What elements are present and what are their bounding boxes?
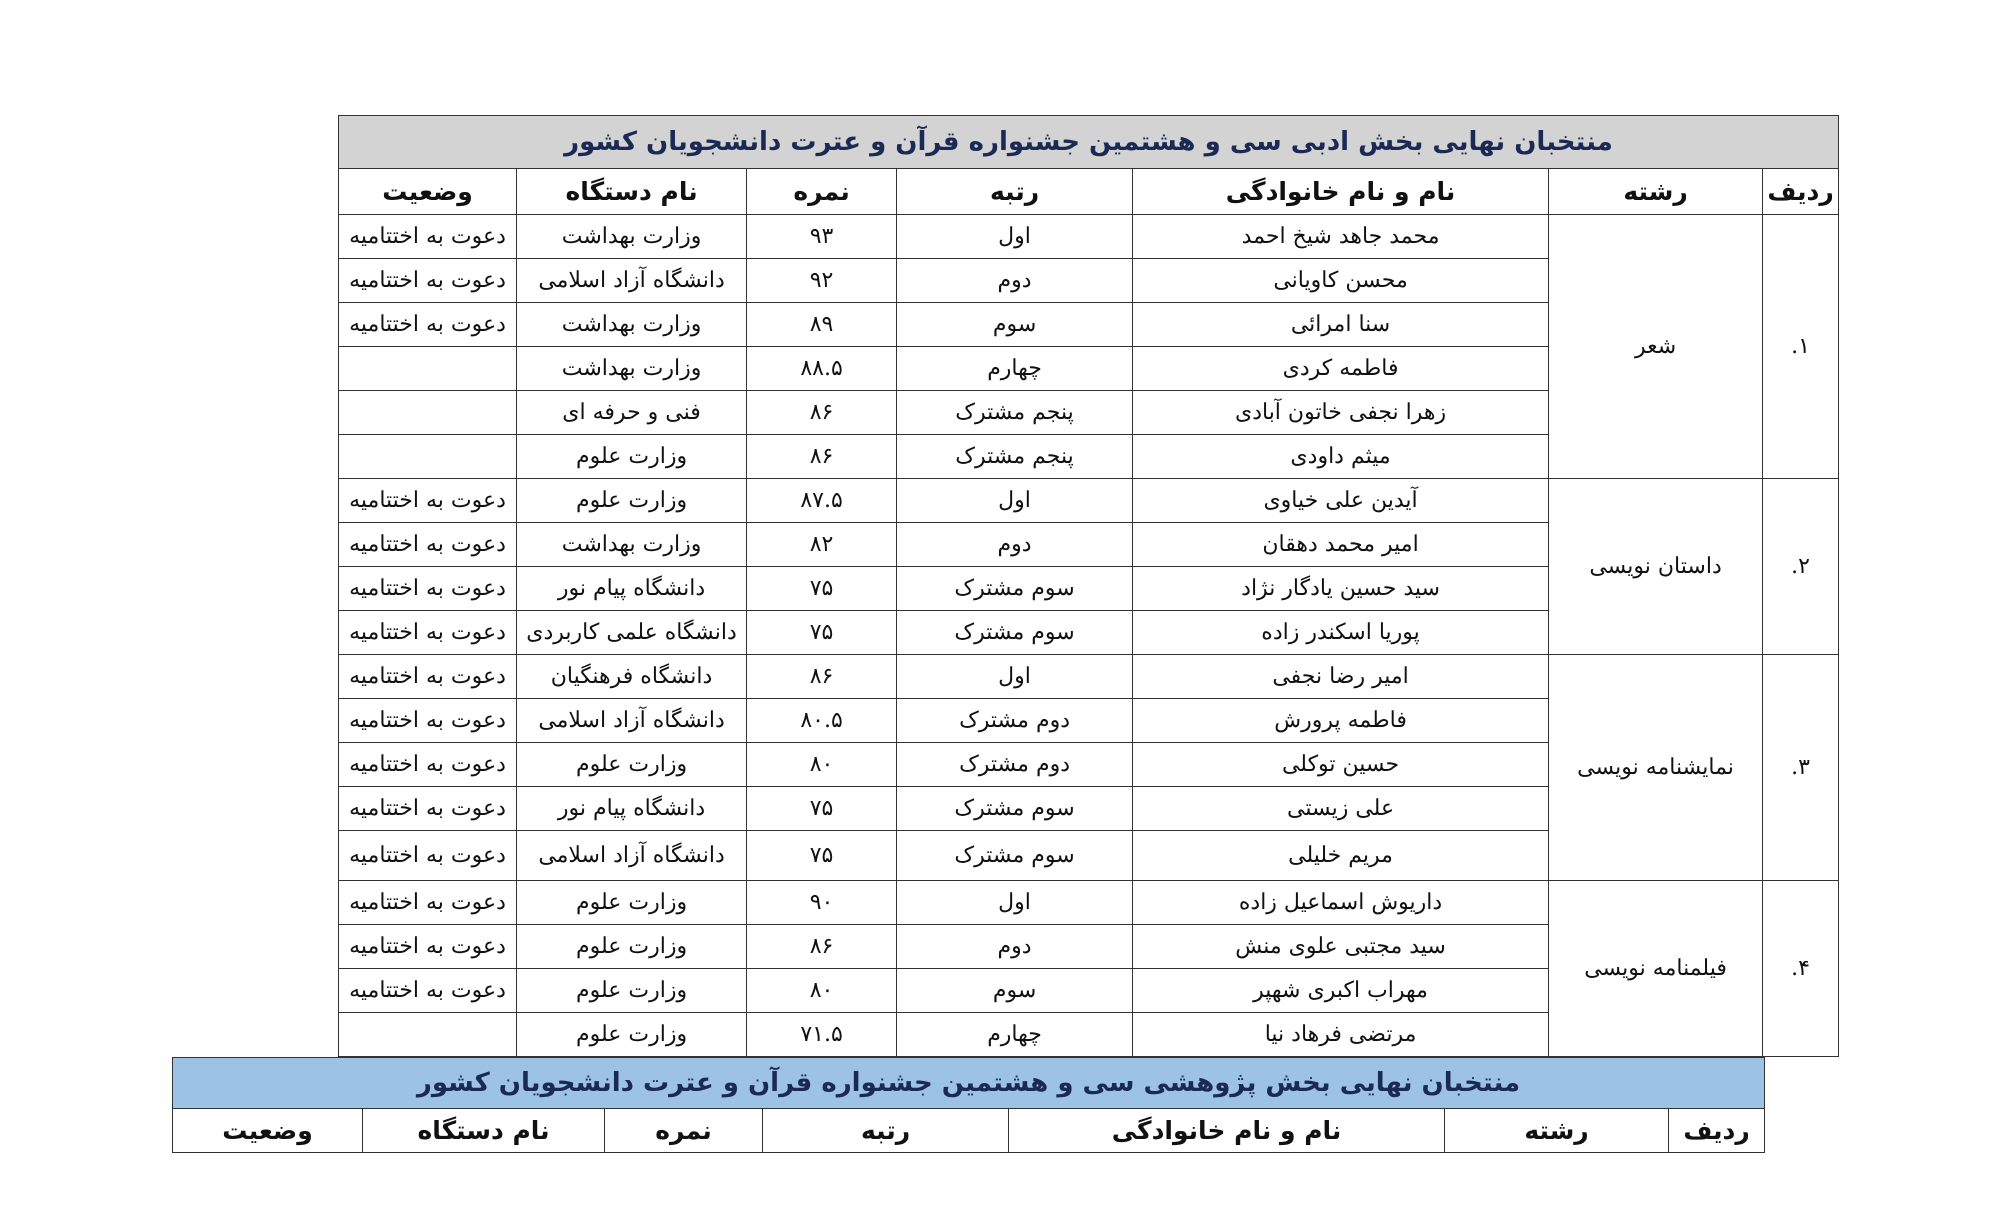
org-cell: وزارت علوم bbox=[517, 479, 747, 523]
score-cell: ۸۰.۵ bbox=[747, 699, 897, 743]
status-cell: دعوت به اختتامیه bbox=[339, 699, 517, 743]
header-name: نام و نام خانوادگی bbox=[1009, 1109, 1445, 1153]
literary-table-body bbox=[339, 215, 1839, 1057]
status-cell: دعوت به اختتامیه bbox=[339, 925, 517, 969]
header-status: وضعیت bbox=[339, 169, 517, 215]
header-row-no: ردیف bbox=[1763, 169, 1839, 215]
header-name: نام و نام خانوادگی bbox=[1133, 169, 1549, 215]
score-cell: ۸۶ bbox=[747, 655, 897, 699]
status-cell: دعوت به اختتامیه bbox=[339, 215, 517, 259]
org-cell: دانشگاه آزاد اسلامی bbox=[517, 259, 747, 303]
field-cell: داستان نویسی bbox=[1549, 479, 1763, 655]
score-cell: ۸۲ bbox=[747, 523, 897, 567]
status-cell bbox=[339, 347, 517, 391]
header-field: رشته bbox=[1445, 1109, 1669, 1153]
status-cell bbox=[339, 435, 517, 479]
status-cell: دعوت به اختتامیه bbox=[339, 787, 517, 831]
score-cell: ۷۱.۵ bbox=[747, 1013, 897, 1057]
org-cell: وزارت علوم bbox=[517, 881, 747, 925]
org-cell: وزارت علوم bbox=[517, 1013, 747, 1057]
org-cell: وزارت بهداشت bbox=[517, 347, 747, 391]
header-score: نمره bbox=[747, 169, 897, 215]
rank-cell: سوم مشترک bbox=[897, 831, 1133, 881]
org-cell: وزارت علوم bbox=[517, 969, 747, 1013]
score-cell: ۸۶ bbox=[747, 435, 897, 479]
score-cell: ۹۰ bbox=[747, 881, 897, 925]
org-cell: دانشگاه آزاد اسلامی bbox=[517, 831, 747, 881]
rank-cell: سوم مشترک bbox=[897, 787, 1133, 831]
header-score: نمره bbox=[605, 1109, 763, 1153]
research-header-row bbox=[173, 1109, 1765, 1153]
header-org: نام دستگاه bbox=[517, 169, 747, 215]
name-cell: علی زیستی bbox=[1133, 787, 1549, 831]
field-cell: نمایشنامه نویسی bbox=[1549, 655, 1763, 881]
status-cell: دعوت به اختتامیه bbox=[339, 831, 517, 881]
org-cell: فنی و حرفه ای bbox=[517, 391, 747, 435]
rank-cell: اول bbox=[897, 215, 1133, 259]
name-cell: سنا امرائی bbox=[1133, 303, 1549, 347]
header-field: رشته bbox=[1549, 169, 1763, 215]
row-number-cell: ۴. bbox=[1763, 881, 1839, 1057]
status-cell bbox=[339, 1013, 517, 1057]
score-cell: ۸۹ bbox=[747, 303, 897, 347]
name-cell: پوریا اسکندر زاده bbox=[1133, 611, 1549, 655]
org-cell: وزارت بهداشت bbox=[517, 215, 747, 259]
table-row bbox=[339, 215, 1839, 259]
rank-cell: دوم bbox=[897, 925, 1133, 969]
name-cell: سید حسین یادگار نژاد bbox=[1133, 567, 1549, 611]
org-cell: وزارت علوم bbox=[517, 743, 747, 787]
rank-cell: اول bbox=[897, 655, 1133, 699]
score-cell: ۹۲ bbox=[747, 259, 897, 303]
score-cell: ۸۷.۵ bbox=[747, 479, 897, 523]
name-cell: حسین توکلی bbox=[1133, 743, 1549, 787]
status-cell: دعوت به اختتامیه bbox=[339, 479, 517, 523]
score-cell: ۷۵ bbox=[747, 787, 897, 831]
status-cell: دعوت به اختتامیه bbox=[339, 969, 517, 1013]
name-cell: زهرا نجفی خاتون آبادی bbox=[1133, 391, 1549, 435]
rank-cell: سوم bbox=[897, 303, 1133, 347]
score-cell: ۸۶ bbox=[747, 391, 897, 435]
org-cell: دانشگاه پیام نور bbox=[517, 787, 747, 831]
status-cell: دعوت به اختتامیه bbox=[339, 567, 517, 611]
literary-header-row bbox=[339, 169, 1839, 215]
field-cell: فیلمنامه نویسی bbox=[1549, 881, 1763, 1057]
rank-cell: سوم مشترک bbox=[897, 567, 1133, 611]
research-section-table bbox=[172, 1057, 1765, 1153]
name-cell: محمد جاهد شیخ احمد bbox=[1133, 215, 1549, 259]
row-number-cell: ۳. bbox=[1763, 655, 1839, 881]
status-cell: دعوت به اختتامیه bbox=[339, 743, 517, 787]
rank-cell: دوم bbox=[897, 523, 1133, 567]
name-cell: محسن کاویانی bbox=[1133, 259, 1549, 303]
score-cell: ۸۶ bbox=[747, 925, 897, 969]
org-cell: وزارت بهداشت bbox=[517, 523, 747, 567]
org-cell: دانشگاه آزاد اسلامی bbox=[517, 699, 747, 743]
name-cell: آیدین علی خیاوی bbox=[1133, 479, 1549, 523]
name-cell: مهراب اکبری شهپر bbox=[1133, 969, 1549, 1013]
rank-cell: دوم مشترک bbox=[897, 743, 1133, 787]
name-cell: داریوش اسماعیل زاده bbox=[1133, 881, 1549, 925]
literary-table-title: منتخبان نهایی بخش ادبی سی و هشتمین جشنواره قرآن و عترت دانشجویان کشور bbox=[339, 116, 1839, 169]
table-row bbox=[339, 479, 1839, 523]
status-cell: دعوت به اختتامیه bbox=[339, 611, 517, 655]
score-cell: ۷۵ bbox=[747, 831, 897, 881]
rank-cell: پنجم مشترک bbox=[897, 435, 1133, 479]
org-cell: دانشگاه علمی کاربردی bbox=[517, 611, 747, 655]
rank-cell: چهارم bbox=[897, 1013, 1133, 1057]
rank-cell: دوم مشترک bbox=[897, 699, 1133, 743]
table-row bbox=[339, 655, 1839, 699]
name-cell: مرتضی فرهاد نیا bbox=[1133, 1013, 1549, 1057]
name-cell: فاطمه پرورش bbox=[1133, 699, 1549, 743]
header-rank: رتبه bbox=[897, 169, 1133, 215]
score-cell: ۷۵ bbox=[747, 567, 897, 611]
status-cell bbox=[339, 391, 517, 435]
status-cell: دعوت به اختتامیه bbox=[339, 523, 517, 567]
name-cell: سید مجتبی علوی منش bbox=[1133, 925, 1549, 969]
field-cell: شعر bbox=[1549, 215, 1763, 479]
org-cell: وزارت علوم bbox=[517, 925, 747, 969]
status-cell: دعوت به اختتامیه bbox=[339, 881, 517, 925]
score-cell: ۸۰ bbox=[747, 743, 897, 787]
name-cell: امیر رضا نجفی bbox=[1133, 655, 1549, 699]
header-rank: رتبه bbox=[763, 1109, 1009, 1153]
status-cell: دعوت به اختتامیه bbox=[339, 259, 517, 303]
org-cell: وزارت علوم bbox=[517, 435, 747, 479]
status-cell: دعوت به اختتامیه bbox=[339, 303, 517, 347]
row-number-cell: ۱. bbox=[1763, 215, 1839, 479]
row-number-cell: ۲. bbox=[1763, 479, 1839, 655]
rank-cell: پنجم مشترک bbox=[897, 391, 1133, 435]
rank-cell: اول bbox=[897, 881, 1133, 925]
status-cell: دعوت به اختتامیه bbox=[339, 655, 517, 699]
org-cell: وزارت بهداشت bbox=[517, 303, 747, 347]
header-row-no: ردیف bbox=[1669, 1109, 1765, 1153]
header-status: وضعیت bbox=[173, 1109, 363, 1153]
org-cell: دانشگاه فرهنگیان bbox=[517, 655, 747, 699]
name-cell: میثم داودی bbox=[1133, 435, 1549, 479]
header-org: نام دستگاه bbox=[363, 1109, 605, 1153]
research-table-title: منتخبان نهایی بخش پژوهشی سی و هشتمین جشنواره قرآن و عترت دانشجویان کشور bbox=[173, 1058, 1765, 1109]
org-cell: دانشگاه پیام نور bbox=[517, 567, 747, 611]
name-cell: امیر محمد دهقان bbox=[1133, 523, 1549, 567]
name-cell: مریم خلیلی bbox=[1133, 831, 1549, 881]
name-cell: فاطمه کردی bbox=[1133, 347, 1549, 391]
score-cell: ۹۳ bbox=[747, 215, 897, 259]
table-row bbox=[339, 881, 1839, 925]
score-cell: ۸۰ bbox=[747, 969, 897, 1013]
rank-cell: سوم مشترک bbox=[897, 611, 1133, 655]
rank-cell: چهارم bbox=[897, 347, 1133, 391]
rank-cell: دوم bbox=[897, 259, 1133, 303]
rank-cell: سوم bbox=[897, 969, 1133, 1013]
literary-section-table bbox=[338, 115, 1839, 1057]
score-cell: ۸۸.۵ bbox=[747, 347, 897, 391]
rank-cell: اول bbox=[897, 479, 1133, 523]
score-cell: ۷۵ bbox=[747, 611, 897, 655]
